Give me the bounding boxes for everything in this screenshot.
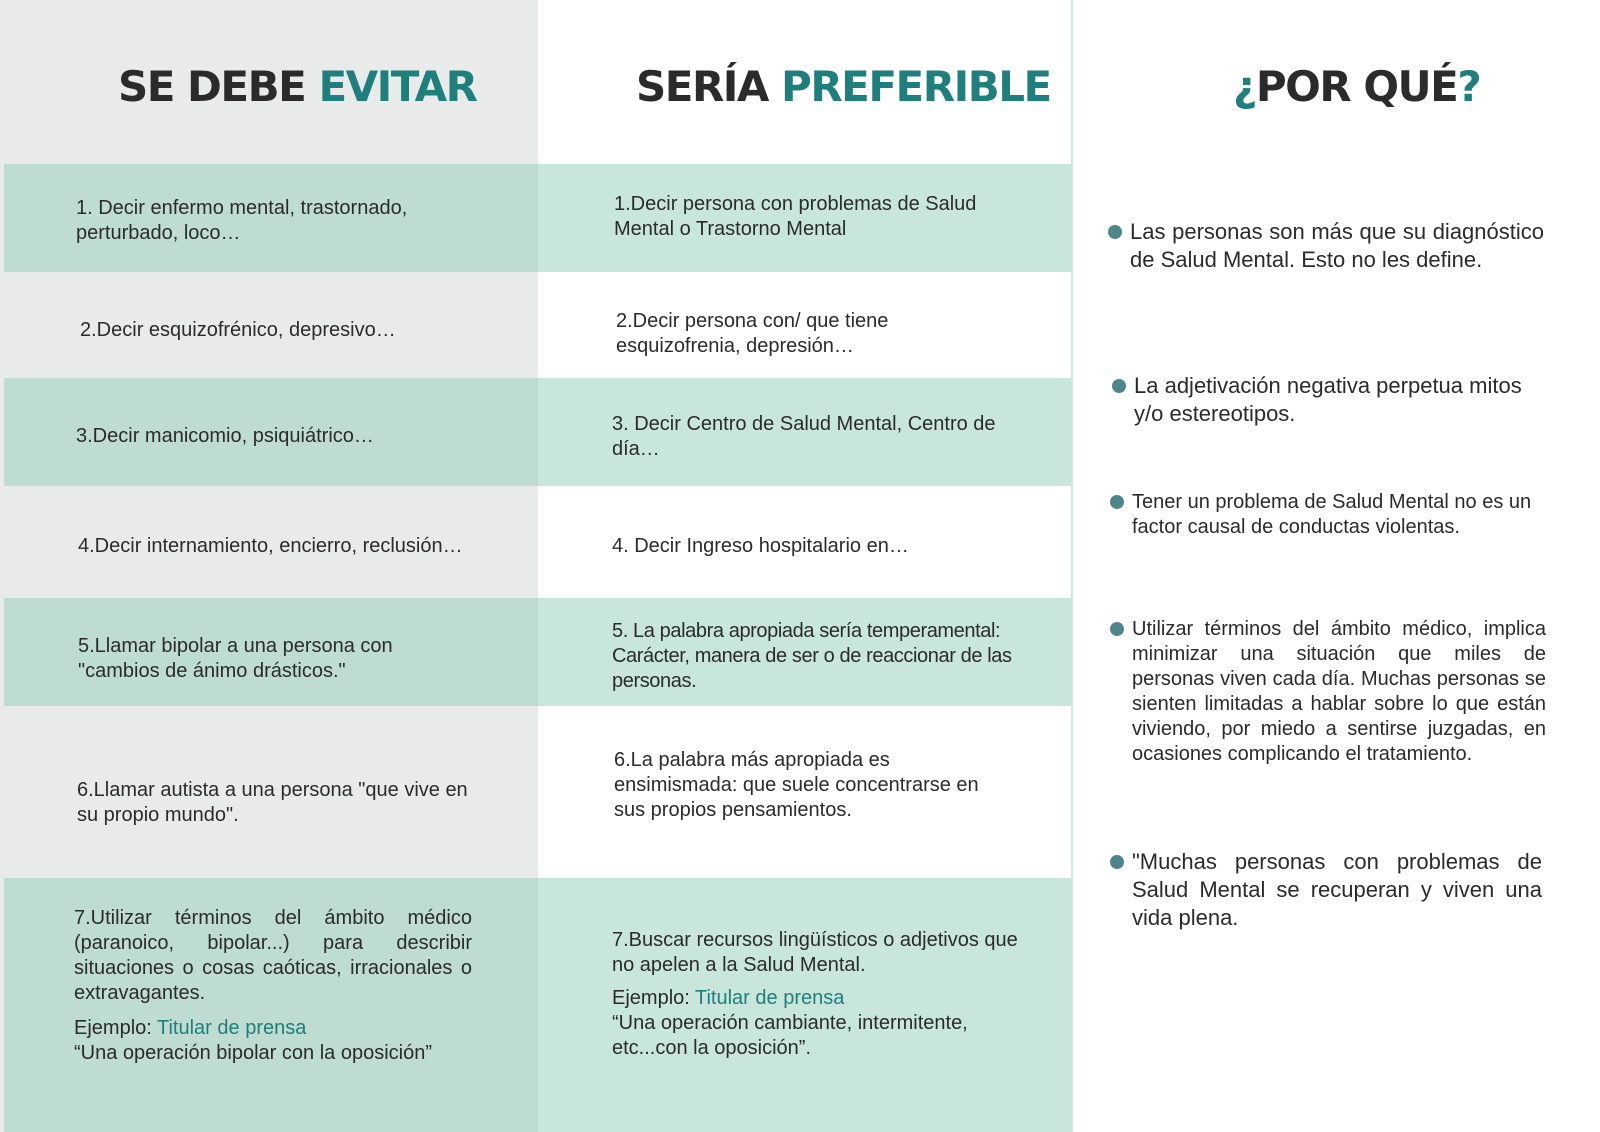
avoid-item-3: 3.Decir manicomio, psiquiátrico… — [76, 425, 374, 447]
avoid-example-prefix: Ejemplo: — [74, 1017, 152, 1039]
avoid-example-type: Titular de prensa — [157, 1017, 307, 1039]
bullet-dot-icon — [1110, 495, 1124, 509]
header-why-accent: ? — [1457, 62, 1481, 111]
reason-3-text: Tener un problema de Salud Mental no es un factor causal de conductas violentas. — [1132, 491, 1532, 538]
why-column-background — [1072, 0, 1600, 1132]
reason-1 — [1130, 218, 1544, 274]
avoid-item-1: 1. Decir enfermo mental, trastornado, perturbado, loco… — [76, 197, 408, 244]
header-preferable — [636, 62, 1051, 111]
reason-2-text: La adjetivación negativa perpetua mitos y/o estereotipos. — [1134, 373, 1522, 426]
header-why: ¿POR QUÉ? — [1233, 62, 1481, 111]
preferable-item-3: 3. Decir Centro de Salud Mental, Centro de día… — [612, 413, 996, 460]
preferable-item-7: 7.Buscar recursos lingüísticos o adjetivos que no apelen a la Salud Mental. — [612, 929, 1018, 976]
reason-5-text: "Muchas personas con problemas de Salud Mental se recuperan y viven una vida plena. — [1132, 849, 1542, 930]
reason-4-text: Utilizar términos del ámbito médico, implica minimizar una situación que miles de personas viven cada día. Muchas personas se sienten limitadas a hablar sobre lo que están viviendo, por miedo a sentirse juzgadas, en ocasiones complicando el tratamiento. — [1132, 618, 1546, 765]
avoid-example-label — [74, 1016, 472, 1041]
avoid-example-quote: “Una operación bipolar con la oposición” — [74, 1042, 432, 1064]
bullet-dot-icon — [1108, 225, 1122, 239]
avoid-item-7-block — [74, 906, 472, 1066]
bullet-dot-icon — [1112, 379, 1126, 393]
preferable-item-1: 1.Decir persona con problemas de Salud Mental o Trastorno Mental — [614, 193, 977, 240]
preferable-item-5: 5. La palabra apropiada sería temperamental: Carácter, manera de ser o de reaccionar de las personas. — [612, 620, 1012, 692]
header-avoid-dark: SE DEBE — [118, 62, 306, 111]
avoid-item-4: 4.Decir internamiento, encierro, reclusión… — [78, 535, 463, 557]
preferable-item-2: 2.Decir persona con/ que tiene esquizofrenia, depresión… — [616, 310, 889, 357]
avoid-item-6: 6.Llamar autista a una persona "que vive en su propio mundo". — [77, 779, 468, 826]
reason-1-text: Las personas son más que su diagnóstico de Salud Mental. Esto no les define. — [1130, 219, 1544, 272]
avoid-item-7: 7.Utilizar términos del ámbito médico (paranoico, bipolar...) para describir situaciones o cosas caóticas, irracionales o extravagantes. — [74, 907, 472, 1004]
preferable-example-prefix: Ejemplo: — [612, 987, 690, 1009]
header-avoid — [118, 62, 477, 111]
reason-5 — [1132, 848, 1542, 932]
preferable-item-7-block — [612, 928, 1032, 1061]
header-why-text: POR QUÉ — [1255, 62, 1458, 111]
header-preferable-accent: PREFERIBLE — [781, 62, 1051, 111]
reason-2 — [1134, 372, 1544, 428]
preferable-item-4: 4. Decir Ingreso hospitalario en… — [612, 535, 909, 557]
header-preferable-dark: SERÍA — [636, 62, 768, 111]
header-avoid-accent: EVITAR — [318, 62, 477, 111]
preferable-example-quote: “Una operación cambiante, intermitente, etc...con la oposición”. — [612, 1012, 968, 1059]
preferable-item-6: 6.La palabra más apropiada es ensimismada: que suele concentrarse en sus propios pensamientos. — [614, 749, 979, 821]
reason-4 — [1132, 617, 1546, 767]
preferable-example-label — [612, 986, 1032, 1011]
preferable-example-type: Titular de prensa — [695, 987, 845, 1009]
bullet-dot-icon — [1110, 622, 1124, 636]
reason-3 — [1132, 490, 1544, 540]
avoid-item-2: 2.Decir esquizofrénico, depresivo… — [80, 319, 396, 341]
bullet-dot-icon — [1110, 855, 1124, 869]
avoid-item-5: 5.Llamar bipolar a una persona con "cambios de ánimo drásticos." — [78, 635, 393, 682]
